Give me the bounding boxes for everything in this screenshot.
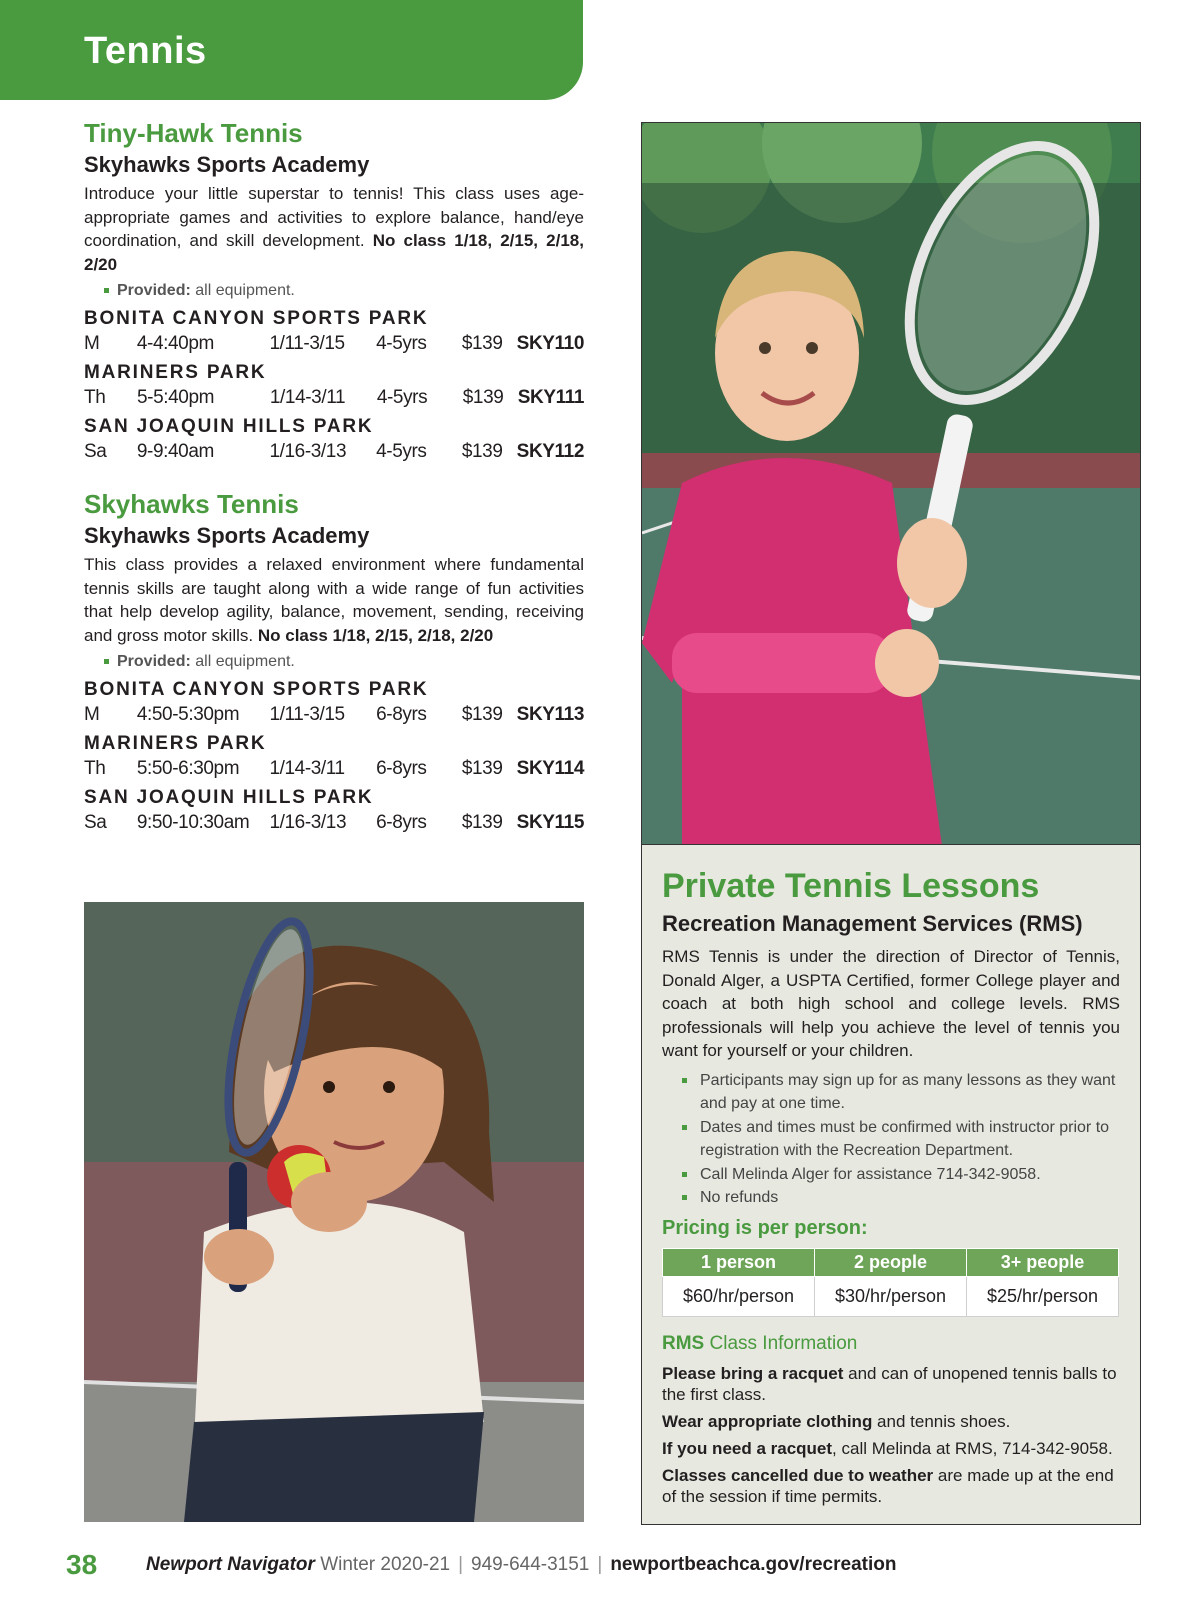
rms-description: RMS Tennis is under the direction of Director of Tennis, Donald Alger, a USPTA Certified, former College player and coach at both high school and college levels. RMS professionals will help you achieve the level of tennis you want for yourself or your children. bbox=[662, 947, 1120, 1060]
photo-illustration bbox=[84, 902, 584, 1522]
course-title: Skyhawks Tennis bbox=[84, 489, 299, 519]
bullet-square-icon bbox=[104, 288, 109, 293]
course-code: SKY114 bbox=[516, 758, 584, 779]
course-code: SKY110 bbox=[516, 333, 584, 354]
list-item: Dates and times must be confirmed with instructor prior to registration with the Recreation Department. bbox=[682, 1116, 1120, 1163]
table-cell: $60/hr/person bbox=[663, 1276, 815, 1316]
bullet-square-icon bbox=[104, 659, 109, 664]
list-item: No refunds bbox=[682, 1186, 1120, 1210]
session-row: Th 5-5:40pm 1/14-3/11 4-5yrs $139 SKY111 bbox=[84, 385, 584, 411]
course-description: Introduce your little superstar to tennis! This class uses age-appropriate games and activities to explore balance, hand/eye coordination, and skill development. No class 1/18, 2/15, 2/18, 2/20 bbox=[84, 184, 584, 274]
separator: | bbox=[597, 1554, 603, 1575]
course-title: Tiny-Hawk Tennis bbox=[84, 118, 303, 148]
class-info-item: Please bring a racquet and can of unopened tennis balls to the first class. bbox=[662, 1363, 1117, 1404]
location-heading: BONITA CANYON SPORTS PARK bbox=[84, 308, 429, 329]
footer-url[interactable]: newportbeachca.gov/recreation bbox=[610, 1554, 897, 1575]
rms-bullet-list bbox=[682, 1069, 1120, 1210]
publication-season: Winter 2020-21 bbox=[314, 1554, 451, 1575]
class-info-heading: RMS Class Information bbox=[662, 1332, 858, 1354]
provided-note: Provided: all equipment. bbox=[104, 279, 584, 303]
rms-provider: Recreation Management Services (RMS) bbox=[662, 911, 1083, 936]
pricing-heading: Pricing is per person: bbox=[662, 1216, 868, 1239]
course-code: SKY113 bbox=[516, 704, 584, 725]
course-code: SKY111 bbox=[517, 387, 584, 408]
table-header-cell: 3+ people bbox=[967, 1248, 1119, 1276]
page-number: 38 bbox=[66, 1549, 98, 1580]
footer-text bbox=[146, 1554, 896, 1576]
provided-note: Provided: all equipment. bbox=[104, 650, 584, 674]
course-skyhawks bbox=[84, 487, 584, 836]
session-row: Sa 9-9:40am 1/16-3/13 4-5yrs $139 SKY112 bbox=[84, 439, 584, 465]
table-cell: $25/hr/person bbox=[967, 1276, 1119, 1316]
private-lessons-box bbox=[641, 845, 1141, 1525]
location-heading: BONITA CANYON SPORTS PARK bbox=[84, 679, 429, 700]
class-info-item: Classes cancelled due to weather are made up at the end of the session if time permits. bbox=[662, 1465, 1114, 1506]
course-code: SKY115 bbox=[516, 812, 584, 833]
photo-illustration bbox=[642, 123, 1141, 845]
course-provider: Skyhawks Sports Academy bbox=[84, 523, 370, 548]
section-title: Tennis bbox=[84, 30, 207, 72]
section-header-tab bbox=[0, 0, 583, 100]
location-heading: MARINERS PARK bbox=[84, 362, 267, 383]
rms-title: Private Tennis Lessons bbox=[662, 867, 1040, 905]
session-row: M 4-4:40pm 1/11-3/15 4-5yrs $139 SKY110 bbox=[84, 331, 584, 357]
table-cell: $30/hr/person bbox=[815, 1276, 967, 1316]
class-info-item: Wear appropriate clothing and tennis shoes. bbox=[662, 1411, 1011, 1431]
page-footer bbox=[66, 1545, 1166, 1585]
footer-phone: 949-644-3151 bbox=[471, 1554, 590, 1575]
table-header-row bbox=[663, 1248, 1119, 1276]
table-header-cell: 1 person bbox=[663, 1248, 815, 1276]
session-row: Sa 9:50-10:30am 1/16-3/13 6-8yrs $139 SKY115 bbox=[84, 810, 584, 836]
separator: | bbox=[458, 1554, 464, 1575]
course-list bbox=[84, 116, 584, 858]
location-heading: MARINERS PARK bbox=[84, 733, 267, 754]
publication-name: Newport Navigator bbox=[146, 1554, 315, 1575]
list-item: Call Melinda Alger for assistance 714-342-9058. bbox=[682, 1163, 1120, 1187]
table-header-cell: 2 people bbox=[815, 1248, 967, 1276]
session-row: M 4:50-5:30pm 1/11-3/15 6-8yrs $139 SKY113 bbox=[84, 702, 584, 728]
course-tiny-hawk bbox=[84, 116, 584, 465]
session-row: Th 5:50-6:30pm 1/14-3/11 6-8yrs $139 SKY114 bbox=[84, 756, 584, 782]
pricing-table bbox=[662, 1248, 1119, 1317]
class-info-item: If you need a racquet, call Melinda at RMS, 714-342-9058. bbox=[662, 1438, 1113, 1458]
photo-girl-tennis-ball bbox=[84, 902, 584, 1522]
photo-girl-pink-racquet bbox=[641, 122, 1141, 845]
list-item: Participants may sign up for as many lessons as they want and pay at one time. bbox=[682, 1069, 1120, 1116]
location-heading: SAN JOAQUIN HILLS PARK bbox=[84, 787, 374, 808]
location-heading: SAN JOAQUIN HILLS PARK bbox=[84, 416, 374, 437]
table-row bbox=[663, 1276, 1119, 1316]
course-code: SKY112 bbox=[516, 441, 584, 462]
course-provider: Skyhawks Sports Academy bbox=[84, 152, 370, 177]
course-description: This class provides a relaxed environment where fundamental tennis skills are taught along with a wide range of fun activities that help develop agility, balance, movement, sending, receiving and gross motor skills. No class 1/18, 2/15, 2/18, 2/20 bbox=[84, 555, 584, 645]
